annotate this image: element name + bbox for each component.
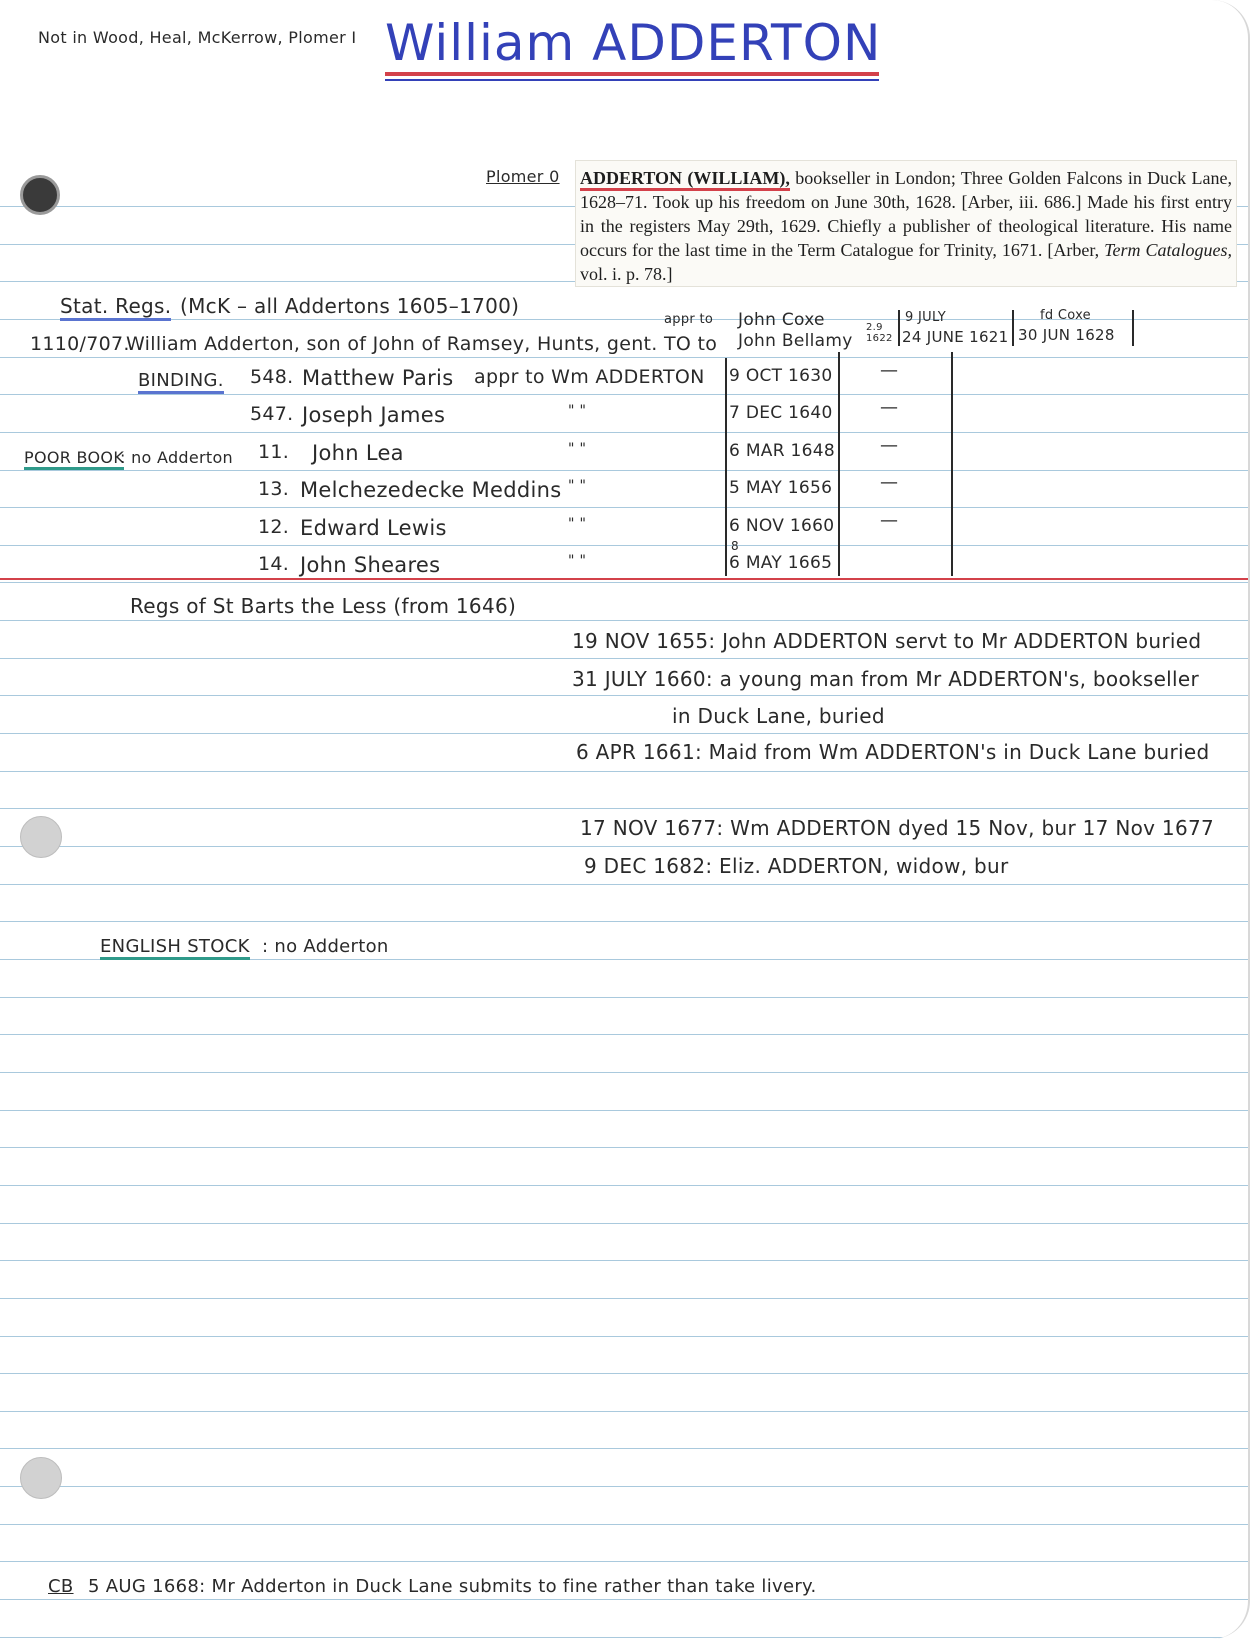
stbarts-entry: 6 APR 1661: Maid from Wm ADDERTON's in Duck Lane buried (576, 740, 1210, 764)
binding-row-date: 9 OCT 1630 (729, 366, 833, 386)
ruled-line (0, 1034, 1248, 1035)
ruled-line (0, 507, 1248, 508)
binding-row-date: 5 MAY 1656 (729, 478, 833, 498)
binding-row-mark: — (880, 472, 899, 493)
ruled-line (0, 1110, 1248, 1111)
binding-row-mark: — (880, 435, 899, 456)
stbarts-entry: 19 NOV 1655: John ADDERTON servt to Mr ADDERTON buried (572, 629, 1202, 653)
ruled-line (0, 658, 1248, 659)
binding-row-number: 12. (258, 516, 290, 538)
master-coxe: John Coxe (738, 310, 825, 330)
sources-note: Not in Wood, Heal, McKerrow, Plomer I (38, 28, 357, 47)
binding-row-relation: " " (568, 403, 587, 419)
binding-row-date: 6 MAY 1665 (729, 553, 833, 573)
plomer-label: Plomer 0 (486, 167, 560, 186)
freedom-note: fd Coxe (1040, 308, 1091, 323)
cb-label: CB (48, 1576, 74, 1597)
binding-row-relation: " " (568, 478, 587, 494)
cb-text: 5 AUG 1668: Mr Adderton in Duck Lane submits to fine rather than take livery. (88, 1576, 817, 1597)
ruled-line (0, 733, 1248, 734)
ruled-line (0, 545, 1248, 546)
ruled-line (0, 394, 1248, 395)
stbarts-entry: in Duck Lane, buried (672, 704, 885, 728)
binding-row-relation: " " (568, 441, 587, 457)
binding-row-name: Matthew Paris (302, 366, 454, 390)
red-divider-line (0, 578, 1248, 580)
binding-row-number: 11. (258, 441, 290, 463)
ruled-line (0, 771, 1248, 772)
poor-book-label: POOR BOOK (24, 448, 124, 470)
binding-row-name: Melchezedecke Meddins (300, 478, 562, 502)
binding-row-relation: " " (568, 553, 587, 569)
stat-col-divider-2 (1012, 310, 1014, 346)
ruled-line (0, 1185, 1248, 1186)
binding-row-number: 547. (250, 403, 294, 425)
ruled-line (0, 432, 1248, 433)
ruled-line (0, 695, 1248, 696)
binding-row-name: John Lea (312, 441, 404, 465)
binding-col-divider-1 (725, 358, 727, 576)
ruled-line (0, 620, 1248, 621)
plomer-entry-text (580, 166, 1232, 286)
plomer-entry-italic: Term Catalogues, (1104, 240, 1232, 260)
stat-regs-label: Stat. Regs. (60, 294, 171, 321)
binder-hole-bottom (20, 1457, 62, 1499)
plomer-entry-head: ADDERTON (WILLIAM), (580, 168, 790, 191)
english-stock-text: : no Adderton (262, 936, 389, 957)
freedom-date: 30 JUN 1628 (1018, 326, 1115, 344)
ruled-line (0, 846, 1248, 847)
poor-book-text: : no Adderton (120, 448, 233, 467)
stbarts-entry: 31 JULY 1660: a young man from Mr ADDERTON's, bookseller (572, 667, 1200, 691)
binder-hole-top (20, 175, 60, 215)
english-stock-label: ENGLISH STOCK (100, 936, 250, 960)
ruled-line (0, 357, 1248, 358)
date-small: 2.9 1622 (866, 322, 893, 344)
ruled-line (0, 1524, 1248, 1525)
date-apprentice: 24 JUNE 1621 (902, 328, 1009, 346)
binding-label: BINDING. (138, 370, 224, 394)
binding-row-name: John Sheares (300, 553, 441, 577)
ruled-line (0, 1373, 1248, 1374)
ruled-line (0, 470, 1248, 471)
plomer-entry-body: bookseller in London; Three Golden Falcons in Duck Lane, 1628–71. Took up his freedom on June 30th, 1628. [Arber, iii. 686.] Made his first entry in the registers May 29th, 1629. Chiefly a publisher of theological literature. His name occurs for the last time in the Term Catalogue for Trinity, 1671. [Arber, (580, 168, 1232, 260)
binder-hole-middle (20, 816, 62, 858)
binding-row-mark: — (880, 510, 899, 531)
date-top: 9 JULY (905, 310, 947, 325)
stbarts-heading: Regs of St Barts the Less (from 1646) (130, 594, 517, 618)
ruled-line (0, 921, 1248, 922)
stat-regs-entry: William Adderton, son of John of Ramsey, Hunts, gent. TO to (126, 333, 718, 355)
ruled-line (0, 1411, 1248, 1412)
binding-row-name: Joseph James (302, 403, 446, 427)
ruled-line (0, 1599, 1248, 1600)
binding-row-date: 7 DEC 1640 (729, 403, 833, 423)
ruled-line (0, 997, 1248, 998)
page-title: William ADDERTON (385, 14, 882, 72)
ruled-line (0, 1223, 1248, 1224)
binding-row-mark: — (880, 397, 899, 418)
ruled-line (0, 1561, 1248, 1562)
ruled-line (0, 1298, 1248, 1299)
ruled-line (0, 884, 1248, 885)
stat-col-divider-3 (1132, 310, 1134, 346)
binding-row-mark: — (880, 360, 899, 381)
binding-row-relation: appr to Wm ADDERTON (474, 366, 705, 388)
ruled-line (0, 1147, 1248, 1148)
stat-col-divider-1 (898, 310, 900, 346)
stbarts-entry: 9 DEC 1682: Eliz. ADDERTON, widow, bur (584, 854, 1009, 878)
plomer-entry-tail: vol. i. p. 78.] (580, 264, 673, 284)
binding-row-date: 6 NOV 1660 (729, 516, 835, 536)
master-bellamy: John Bellamy (738, 331, 853, 351)
binding-row-name: Edward Lewis (300, 516, 447, 540)
binding-col-divider-2 (838, 352, 840, 576)
binding-row-number: 548. (250, 366, 294, 388)
binding-row-number: 14. (258, 553, 290, 575)
binding-row-date-correction: 8 (731, 539, 739, 553)
title-underline-blue (385, 79, 879, 81)
binding-row-date: 6 MAR 1648 (729, 441, 835, 461)
appr-to-note: appr to (664, 312, 714, 327)
ruled-line (0, 582, 1248, 583)
stbarts-entry: 17 NOV 1677: Wm ADDERTON dyed 15 Nov, bur 17 Nov 1677 (580, 816, 1215, 840)
title-underline-red (385, 72, 879, 76)
ruled-line (0, 808, 1248, 809)
ruled-line (0, 1072, 1248, 1073)
binding-row-number: 13. (258, 478, 290, 500)
stat-regs-note: (McK – all Addertons 1605–1700) (180, 294, 520, 318)
ruled-line (0, 1260, 1248, 1261)
ruled-line (0, 1637, 1248, 1638)
ruled-line (0, 1486, 1248, 1487)
ruled-line (0, 1448, 1248, 1449)
binding-row-relation: " " (568, 516, 587, 532)
stat-regs-ref: 1110/707. (30, 333, 130, 355)
binding-col-divider-3 (951, 352, 953, 576)
ruled-line (0, 1336, 1248, 1337)
